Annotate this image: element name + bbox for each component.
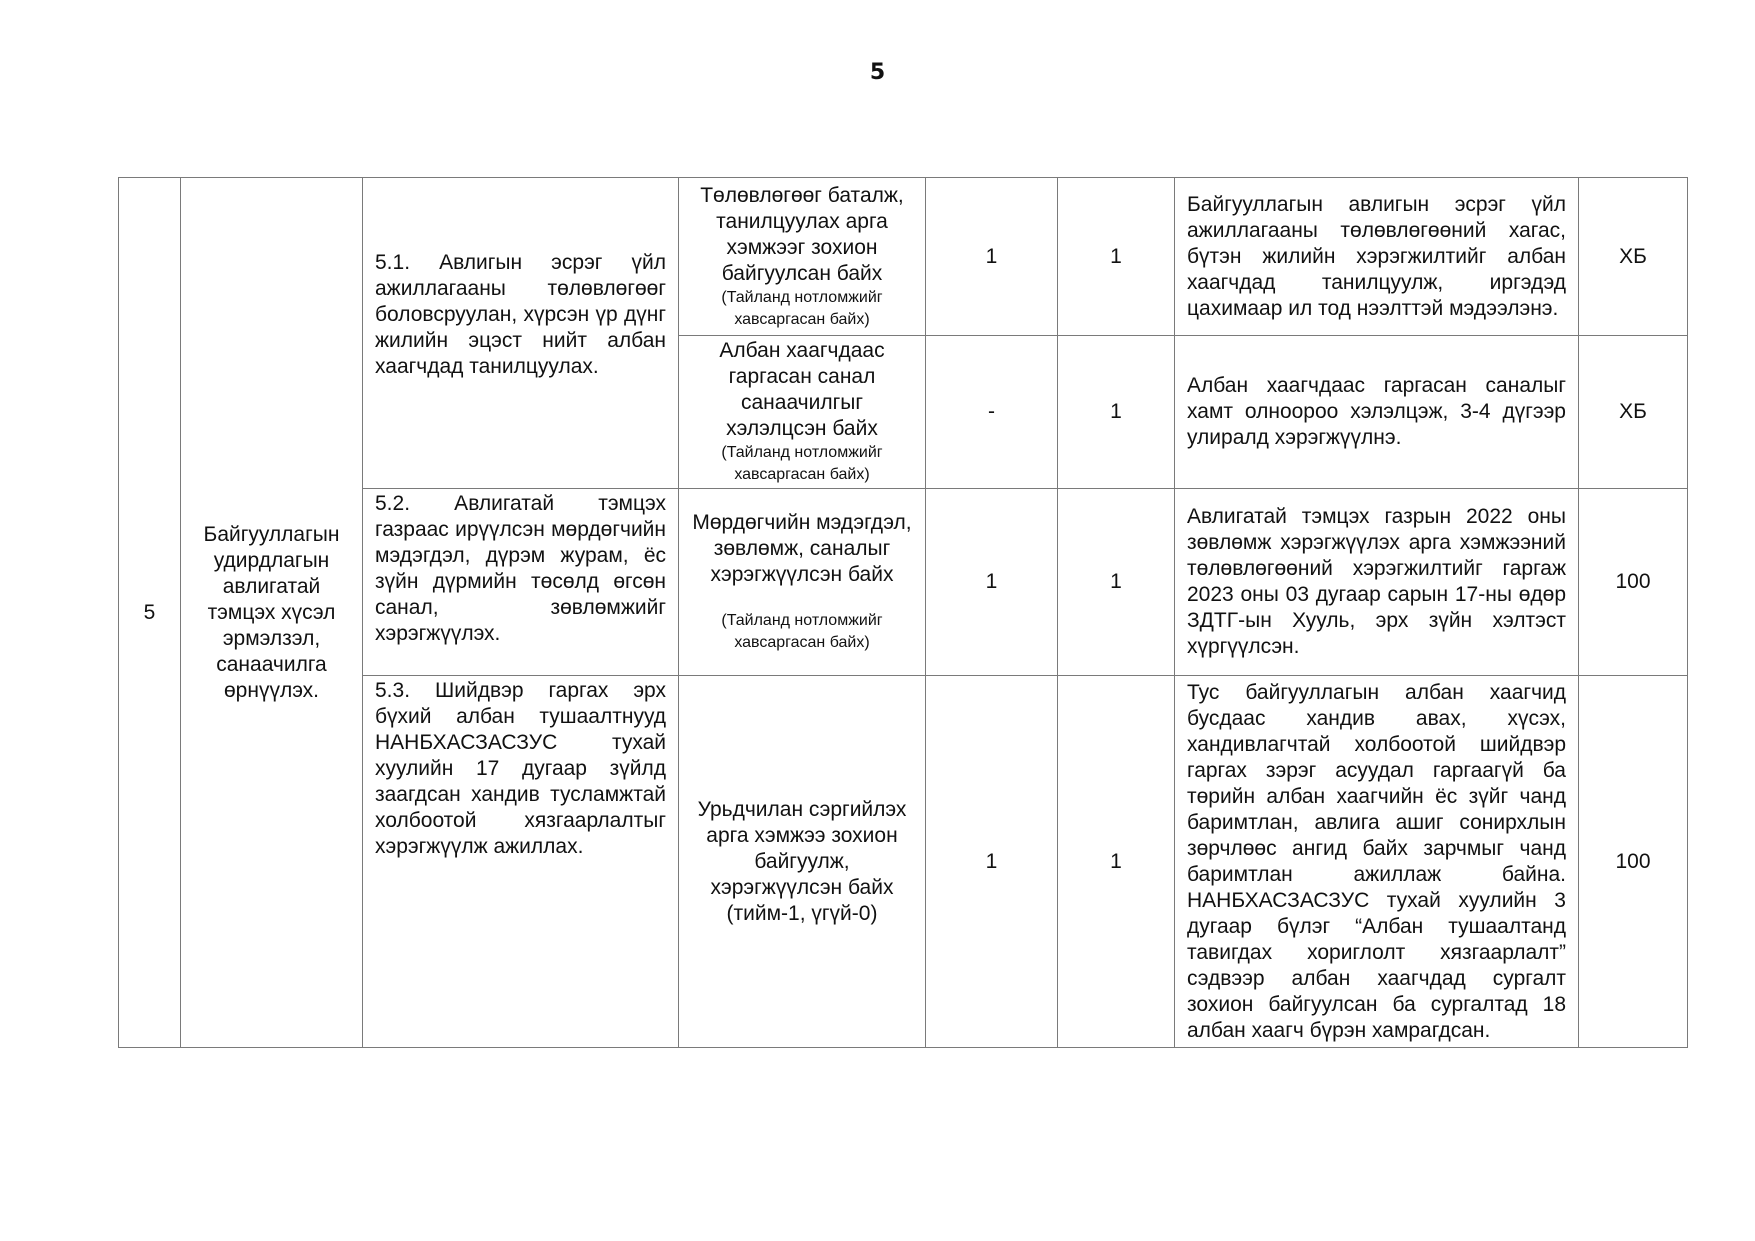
goal-cell: Байгууллагын удирдлагын авлигатай тэмцэх хүсэл эрмэлзэл, санаачилга өрнүүлэх. [181, 178, 363, 1048]
page-number: 5 [869, 60, 886, 85]
indicator-text: Албан хаагчдаас гаргасан санал санаачилгыг хэлэлцсэн байх [719, 339, 885, 440]
baseline-cell: 1 [926, 676, 1058, 1048]
evaluation-cell: ХБ [1579, 336, 1688, 489]
indicator-cell [679, 336, 926, 489]
indicator-text: Мөрдөгчийн мэдэгдэл, зөвлөмж, саналыг хэрэгжүүлсэн байх [692, 511, 912, 586]
evaluation-cell: ХБ [1579, 178, 1688, 336]
indicator-text: Төлөвлөгөөг баталж, танилцуулах арга хэмжээг зохион байгуулсан байх [700, 183, 904, 285]
task-text: 5.3. Шийдвэр гаргах эрх бүхий албан тушаалтнууд НАНБХАСЗАСЗУС тухай хуулийн 17 дугаар зүйлд заагдсан хандив тусламжтай холбоотой хязгаарлалтыг хэрэгжүүлж ажиллах. [375, 679, 666, 858]
task-text: 5.2. Авлигатай тэмцэх газраас ирүүлсэн мөрдөгчийн мэдэгдэл, дүрэм журам, ёс зүйн дүрмийн төсөлд өгсөн санал, зөвлөмжийг хэрэгжүүлэх. [375, 492, 666, 645]
result-cell: Албан хаагчдаас гаргасан саналыг хамт олноороо хэлэлцэж, 3-4 дүгээр улиралд хэрэгжүүлнэ. [1175, 336, 1579, 489]
task-cell [363, 178, 679, 489]
indicator-note: (Тайланд нотломжийг хавсаргасан байх) [721, 612, 883, 651]
baseline-cell: 1 [926, 489, 1058, 676]
evaluation-cell: 100 [1579, 489, 1688, 676]
target-cell: 1 [1058, 676, 1175, 1048]
indicator-cell [679, 489, 926, 676]
indicator-cell [679, 676, 926, 1048]
target-cell: 1 [1058, 489, 1175, 676]
task-text: 5.1. Авлигын эсрэг үйл ажиллагааны төлөвлөгөөг боловсруулан, хүрсэн үр дүнг жилийн эцэст нийт албан хаагчдад танилцуулах. [375, 251, 666, 378]
indicator-cell [679, 178, 926, 336]
indicator-text: Урьдчилан сэргийлэх арга хэмжээ зохион байгуулж, хэрэгжүүлсэн байх (тийм-1, үгүй-0) [697, 797, 907, 925]
row-number-cell: 5 [119, 178, 181, 1048]
indicator-note: (Тайланд нотломжийг хавсаргасан байх) [721, 288, 883, 328]
target-cell: 1 [1058, 178, 1175, 336]
result-cell: Авлигатай тэмцэх газрын 2022 оны зөвлөмж хэрэгжүүлэх арга хэмжээний төлөвлөгөөний хэрэгжилтийг гаргаж 2023 оны 03 дугаар сарын 17-ны өдөр ЗДТГ-ын Хууль, эрх зүйн хэлтэст хүргүүлсэн. [1175, 489, 1579, 676]
target-cell: 1 [1058, 336, 1175, 489]
indicator-note: (Тайланд нотломжийг хавсаргасан байх) [721, 444, 883, 483]
baseline-cell: 1 [926, 178, 1058, 336]
result-cell: Тус байгууллагын албан хаагчид бусдаас хандив авах, хүсэх, хандивлагчтай холбоотой шийдвэр гаргах зэрэг асуудал гаргаагүй ба төрийн албан хаагчийн ёс зүйг чанд баримтлан, авлига ашиг сонирхлын зөрчлөөс ангид байх зарчмыг чанд баримтлан ажиллаж байна. НАНБХАСЗАСЗУС тухай хуулийн 3 дугаар бүлэг “Албан тушаалтанд тавигдах хориглолт хязгаарлалт” сэдвээр албан хаагчдад сургалт зохион байгуулсан ба сургалтад 18 албан хаагч бүрэн хамрагдсан. [1175, 676, 1579, 1048]
task-cell [363, 489, 679, 676]
evaluation-cell: 100 [1579, 676, 1688, 1048]
plan-table [118, 177, 1688, 1048]
result-cell: Байгууллагын авлигын эсрэг үйл ажиллагааны төлөвлөгөөний хагас, бүтэн жилийн хэрэгжилтийг албан хаагчдад танилцуулж, иргэдэд цахимаар ил тод нээлттэй мэдээлэнэ. [1175, 178, 1579, 336]
table-row [119, 178, 1688, 336]
task-cell [363, 676, 679, 1048]
baseline-cell: - [926, 336, 1058, 489]
